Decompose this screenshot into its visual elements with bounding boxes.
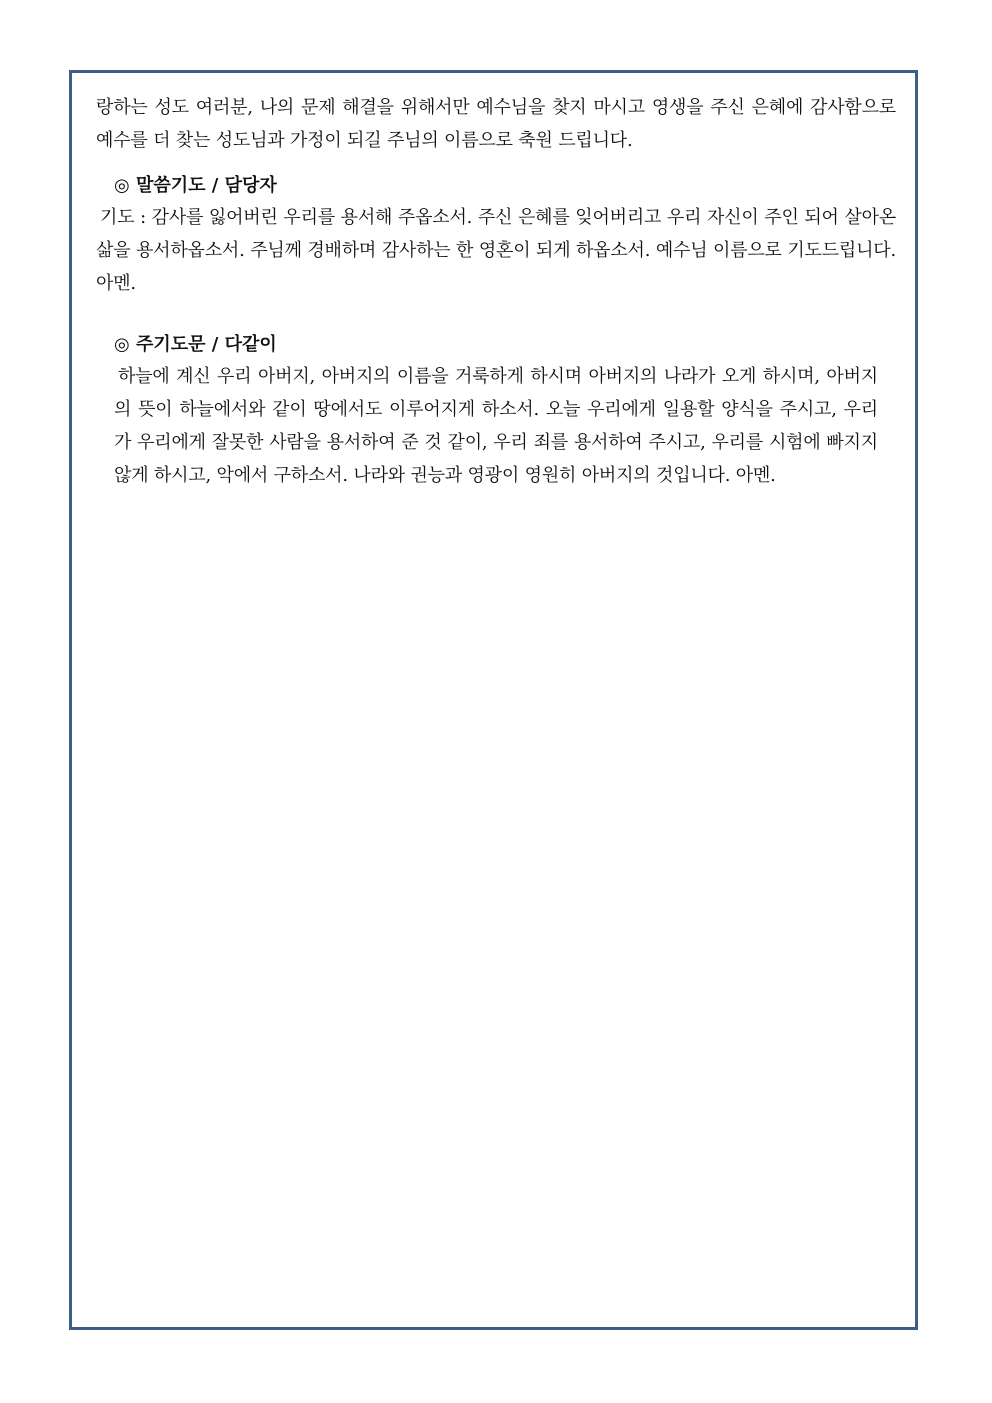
section-heading-word-prayer: ◎ 말씀기도 / 담당자 bbox=[114, 175, 277, 196]
lords-prayer-text: 하늘에 계신 우리 아버지, 아버지의 이름을 거룩하게 하시며 아버지의 나라가 오게 하시며, 아버지의 뜻이 하늘에서와 같이 땅에서도 이루어지게 하소서. 오늘 우리에게 일용할 양식을 주시고, 우리가 우리에게 잘못한 사람을 용서하여 준 것 같이, 우리 죄를 용서하여 주시고, 우리를 시험에 빠지지 않게 하시고, 악에서 구하소서. 나라와 권능과 영광이 영원히 아버지의 것입니다. 아멘. bbox=[114, 366, 878, 486]
section-word-prayer bbox=[96, 171, 896, 300]
word-prayer-text: 기도 : 감사를 잃어버린 우리를 용서해 주옵소서. 주신 은혜를 잊어버리고 우리 자신이 주인 되어 살아온 삶을 용서하옵소서. 주님께 경배하며 감사하는 한 영혼이 되게 하옵소서. 예수님 이름으로 기도드립니다. 아멘. bbox=[96, 207, 896, 294]
section-lords-prayer bbox=[96, 330, 896, 492]
section-body-lords-prayer bbox=[96, 360, 878, 492]
section-body-word-prayer bbox=[96, 201, 896, 300]
document-content bbox=[96, 91, 896, 492]
intro-paragraph: 랑하는 성도 여러분, 나의 문제 해결을 위해서만 예수님을 찾지 마시고 영생을 주신 은혜에 감사함으로 예수를 더 찾는 성도님과 가정이 되길 주님의 이름으로 축원 드립니다. bbox=[96, 97, 896, 151]
section-heading-lords-prayer: ◎ 주기도문 / 다같이 bbox=[114, 334, 277, 355]
page-frame bbox=[69, 70, 918, 1330]
